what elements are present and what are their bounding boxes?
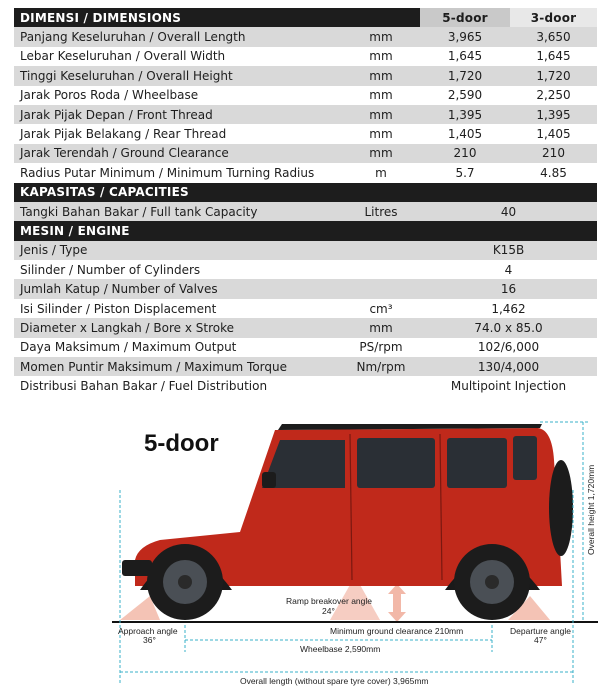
table-row <box>14 357 597 376</box>
overall-length-label: Overall length (without spare tyre cover) 3,965mm <box>240 676 429 686</box>
row-value: 16 <box>500 282 517 297</box>
dimensions-header-row <box>14 8 597 27</box>
row-label: Diameter x Langkah / Bore x Stroke <box>20 320 234 335</box>
row-unit: m <box>375 165 387 180</box>
row-label: Lebar Keseluruhan / Overall Width <box>20 49 226 64</box>
rear-door-window <box>357 438 435 488</box>
engine-header-row <box>14 221 597 240</box>
approach-angle-value: 36° <box>143 635 156 645</box>
value-5-door: 1,645 <box>447 49 483 64</box>
value-5-door: 3,965 <box>447 30 483 45</box>
capacities-header-row <box>14 183 597 202</box>
value-3-door: 1,645 <box>536 49 571 64</box>
row-value: K15B <box>492 243 525 258</box>
row-unit: mm <box>369 107 393 122</box>
row-label: Tinggi Keseluruhan / Overall Height <box>20 68 233 83</box>
table-row <box>14 86 597 105</box>
table-row <box>14 241 597 260</box>
row-unit: mm <box>369 127 393 142</box>
value-3-door: 4.85 <box>540 165 567 180</box>
approach-angle-label: Approach angle <box>118 626 178 636</box>
value-3-door: 3,650 <box>536 30 571 45</box>
row-unit: Litres <box>364 204 398 219</box>
departure-angle-label: Departure angle <box>510 626 571 636</box>
table-row <box>14 27 597 46</box>
spec-table <box>14 8 597 396</box>
row-value: 4 <box>504 262 513 277</box>
ramp-angle-label: Ramp breakover angle <box>286 596 372 606</box>
table-row <box>14 105 597 124</box>
col-5-door: 5-door <box>420 8 510 27</box>
table-row <box>14 124 597 143</box>
departure-angle-value: 47° <box>534 635 547 645</box>
row-unit: cm³ <box>369 301 393 316</box>
spare-tyre <box>549 460 573 556</box>
table-row <box>14 260 597 279</box>
wheelbase-label: Wheelbase 2,590mm <box>300 644 381 654</box>
row-label: Jarak Poros Roda / Wheelbase <box>20 88 199 103</box>
row-unit: mm <box>369 88 393 103</box>
row-value: 130/4,000 <box>477 359 540 374</box>
table-row <box>14 338 597 357</box>
value-3-door: 1,405 <box>536 127 571 142</box>
row-label: Radius Putar Minimum / Minimum Turning Radius <box>20 165 315 180</box>
value-3-door: 1,395 <box>536 107 571 122</box>
overall-height-label: Overall height 1,720mm <box>586 464 596 555</box>
table-row <box>14 318 597 337</box>
row-value: 74.0 x 85.0 <box>474 320 543 335</box>
row-unit: mm <box>369 30 393 45</box>
value-3-door: 2,250 <box>536 88 571 103</box>
row-label: Tangki Bahan Bakar / Full tank Capacity <box>20 204 258 219</box>
value-5-door: 1,395 <box>447 107 483 122</box>
row-label: Panjang Keseluruhan / Overall Length <box>20 30 246 45</box>
table-row <box>14 66 597 85</box>
table-row <box>14 376 597 395</box>
row-unit: Nm/rpm <box>356 359 406 374</box>
row-unit: PS/rpm <box>359 340 403 355</box>
table-row <box>14 163 597 182</box>
capacities-header: KAPASITAS / CAPACITIES <box>20 185 189 200</box>
value-3-door: 1,720 <box>536 68 571 83</box>
table-row <box>14 299 597 318</box>
row-label: Isi Silinder / Piston Displacement <box>20 301 217 316</box>
table-row <box>14 47 597 66</box>
row-unit: mm <box>369 146 393 161</box>
model-title: 5-door <box>144 430 219 457</box>
row-label: Jumlah Katup / Number of Valves <box>20 282 218 297</box>
row-label: Distribusi Bahan Bakar / Fuel Distribution <box>20 379 268 394</box>
row-label: Jarak Pijak Depan / Front Thread <box>20 107 213 122</box>
table-row <box>14 144 597 163</box>
dimensions-header: DIMENSI / DIMENSIONS <box>20 10 182 25</box>
value-5-door: 210 <box>453 146 477 161</box>
front-bumper <box>122 560 152 576</box>
value-5-door: 1,720 <box>447 68 483 83</box>
row-unit: mm <box>369 68 393 83</box>
value-5-door: 5.7 <box>455 165 475 180</box>
value-3-door: 210 <box>542 146 565 161</box>
row-value: 102/6,000 <box>477 340 540 355</box>
row-label: Jarak Pijak Belakang / Rear Thread <box>20 127 227 142</box>
row-label: Jenis / Type <box>20 243 88 258</box>
row-unit: mm <box>369 320 393 335</box>
value-5-door: 2,590 <box>447 88 483 103</box>
col-3-door: 3-door <box>510 8 597 27</box>
engine-header: MESIN / ENGINE <box>20 223 130 238</box>
ramp-angle-value: 24° <box>322 606 335 616</box>
row-label: Momen Puntir Maksimum / Maximum Torque <box>20 359 288 374</box>
row-value: 1,462 <box>491 301 526 316</box>
row-label: Silinder / Number of Cylinders <box>20 262 201 277</box>
table-row <box>14 202 597 221</box>
row-label: Jarak Terendah / Ground Clearance <box>20 146 229 161</box>
row-unit: mm <box>369 49 393 64</box>
table-row <box>14 279 597 298</box>
clearance-arrow <box>393 592 401 614</box>
row-label: Daya Maksimum / Maximum Output <box>20 340 237 355</box>
rear-quarter-window <box>447 438 507 488</box>
side-mirror <box>262 472 276 488</box>
row-value: 40 <box>500 204 517 219</box>
ground-clearance-label: Minimum ground clearance 210mm <box>330 626 464 636</box>
back-window <box>513 436 537 480</box>
row-value: Multipoint Injection <box>450 379 567 394</box>
side-view-diagram <box>0 400 603 693</box>
value-5-door: 1,405 <box>447 127 483 142</box>
